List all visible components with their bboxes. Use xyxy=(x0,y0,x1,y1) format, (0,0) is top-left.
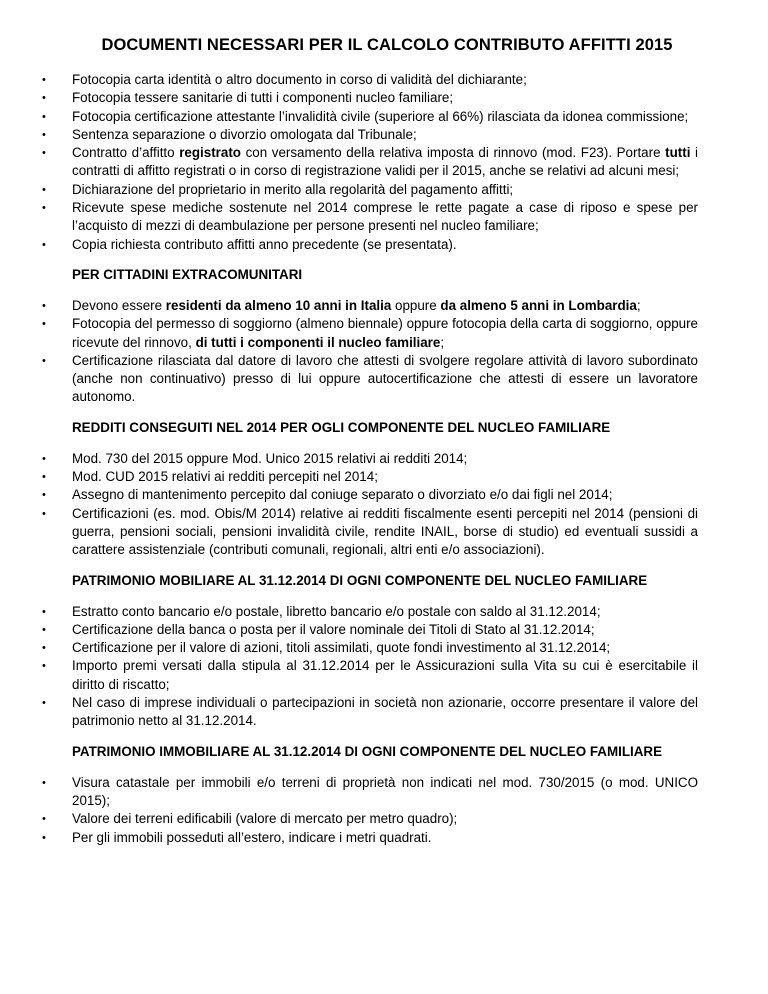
list-item: • Visura catastale per immobili e/o terreni di proprietà non indicati nel mod. 730/2015 (o mod. UNICO 2015); xyxy=(42,774,698,808)
bullet-icon: • xyxy=(42,813,46,826)
bullet-icon: • xyxy=(42,642,46,655)
bullet-icon: • xyxy=(42,623,46,636)
list-item: • Assegno di mantenimento percepito dal coniuge separato o divorziato e/o dai figli nel 2014; xyxy=(72,486,698,504)
bullet-icon: • xyxy=(42,299,46,312)
list-item: • Devono essere residenti da almeno 10 anni in Italia oppure da almeno 5 anni in Lombardia; xyxy=(72,297,698,315)
bullet-list xyxy=(42,603,698,731)
bullet-icon: • xyxy=(42,318,46,331)
bullet-icon: • xyxy=(42,697,46,710)
list-item: • Ricevute spese mediche sostenute nel 2014 comprese le rette pagate a case di riposo e spese per l’acquisto di mezzi di deambulazione per persone presenti nel nucleo familiare; xyxy=(42,200,698,234)
list-item: • Fotocopia certificazione attestante l’invalidità civile (superiore al 66%) rilasciata da idonea commissione; xyxy=(72,108,698,126)
bullet-list xyxy=(42,297,698,407)
list-item: • Certificazioni (es. mod. Obis/M 2014) relative ai redditi fiscalmente esenti percepiti nel 2014 (pensioni di guerra, pensioni sociali, pensioni invalidità civile, rendite INAIL, borse di studio) ed eventuali sussidi a carattere assistenziale (contributi comunali, regionali, altri enti e/o associazioni). xyxy=(42,505,698,558)
list-item: • Fotocopia tessere sanitarie di tutti i componenti nucleo familiare; xyxy=(72,89,698,107)
list-item: • Fotocopia del permesso di soggiorno (almeno biennale) oppure fotocopia della carta di soggiorno, oppure ricevute del rinnovo, di tutti i componenti il nucleo familiare; xyxy=(42,316,698,350)
list-item: • Estratto conto bancario e/o postale, libretto bancario e/o postale con saldo al 31.12.2014; xyxy=(72,603,698,621)
bullet-icon: • xyxy=(42,92,46,105)
section-heading: PATRIMONIO IMMOBILIARE AL 31.12.2014 DI OGNI COMPONENTE DEL NUCLEO FAMILIARE xyxy=(72,743,662,759)
bullet-list xyxy=(42,450,698,560)
bold-text: residenti da almeno 10 anni in Italia xyxy=(165,297,392,313)
list-item: • Dichiarazione del proprietario in merito alla regolarità del pagamento affitti; xyxy=(72,181,698,199)
section-0 xyxy=(42,71,698,254)
bullet-icon: • xyxy=(42,605,46,618)
bullet-icon: • xyxy=(42,147,46,160)
bullet-icon: • xyxy=(42,183,46,196)
section-2 xyxy=(42,419,698,560)
list-item: • Certificazione per il valore di azioni, titoli assimilati, quote fondi investimento al 31.12.2014; xyxy=(72,639,698,657)
bullet-icon: • xyxy=(42,74,46,86)
bullet-list xyxy=(42,71,698,254)
bold-text: da almeno 5 anni in Lombardia xyxy=(440,297,637,313)
section-1 xyxy=(42,266,698,407)
bullet-icon: • xyxy=(42,471,46,484)
list-item: • Certificazione della banca o posta per il valore nominale dei Titoli di Stato al 31.12.2014; xyxy=(72,621,698,639)
section-4 xyxy=(42,743,698,847)
list-item: • Mod. 730 del 2015 oppure Mod. Unico 2015 relativi ai redditi 2014; xyxy=(72,450,698,468)
list-item: • Nel caso di imprese individuali o partecipazioni in società non azionarie, occorre presentare il valore del patrimonio netto al 31.12.2014. xyxy=(42,695,698,729)
section-heading: PATRIMONIO MOBILIARE AL 31.12.2014 DI OGNI COMPONENTE DEL NUCLEO FAMILIARE xyxy=(72,572,648,588)
document-title: DOCUMENTI NECESSARI PER IL CALCOLO CONTRIBUTO AFFITTI 2015 xyxy=(101,36,673,54)
bullet-icon: • xyxy=(42,354,46,367)
bullet-icon: • xyxy=(42,776,46,789)
bullet-icon: • xyxy=(42,489,46,502)
bullet-icon: • xyxy=(42,452,46,465)
bullet-icon: • xyxy=(42,110,46,123)
bold-text: tutti xyxy=(665,145,691,161)
bullet-icon: • xyxy=(42,831,46,844)
bold-text: registrato xyxy=(179,145,241,161)
list-item: • Valore dei terreni edificabili (valore di mercato per metro quadro); xyxy=(72,810,698,828)
list-item: • Sentenza separazione o divorzio omologata dal Tribunale; xyxy=(72,126,698,144)
list-item: • Contratto d’affitto registrato con versamento della relativa imposta di rinnovo (mod. F23). Portare tutti i contratti di affitto registrati o in corso di registrazione validi per il 2015, anche se relativi ad alcuni mesi; xyxy=(42,145,698,179)
section-heading: REDDITI CONSEGUITI NEL 2014 PER OGLI COMPONENTE DEL NUCLEO FAMILIARE xyxy=(72,419,611,435)
list-item: • Importo premi versati dalla stipula al 31.12.2014 per le Assicurazioni sulla Vita su cui è esercitabile il diritto di riscatto; xyxy=(42,658,698,692)
list-item: • Per gli immobili posseduti all’estero, indicare i metri quadrati. xyxy=(72,829,698,847)
bullet-icon: • xyxy=(42,128,46,141)
bullet-list xyxy=(42,774,698,847)
list-item: • Copia richiesta contributo affitti anno precedente (se presentata). xyxy=(72,236,698,254)
bullet-icon: • xyxy=(42,507,46,520)
section-heading: PER CITTADINI EXTRACOMUNITARI xyxy=(72,266,303,282)
document-body xyxy=(42,71,698,847)
list-item: • Fotocopia carta identità o altro documento in corso di validità del dichiarante; xyxy=(72,71,698,89)
bullet-icon: • xyxy=(42,660,46,673)
bullet-icon: • xyxy=(42,238,46,251)
section-3 xyxy=(42,572,698,731)
bullet-icon: • xyxy=(42,202,46,215)
bold-text: di tutti i componenti il nucleo familiare xyxy=(195,334,441,350)
list-item: • Mod. CUD 2015 relativi ai redditi percepiti nel 2014; xyxy=(72,468,698,486)
list-item: • Certificazione rilasciata dal datore di lavoro che attesti di svolgere regolare attività di lavoro subordinato (anche non continuativo) presso di lui oppure autocertificazione che attesti di essere un lavoratore autonomo. xyxy=(42,352,698,405)
